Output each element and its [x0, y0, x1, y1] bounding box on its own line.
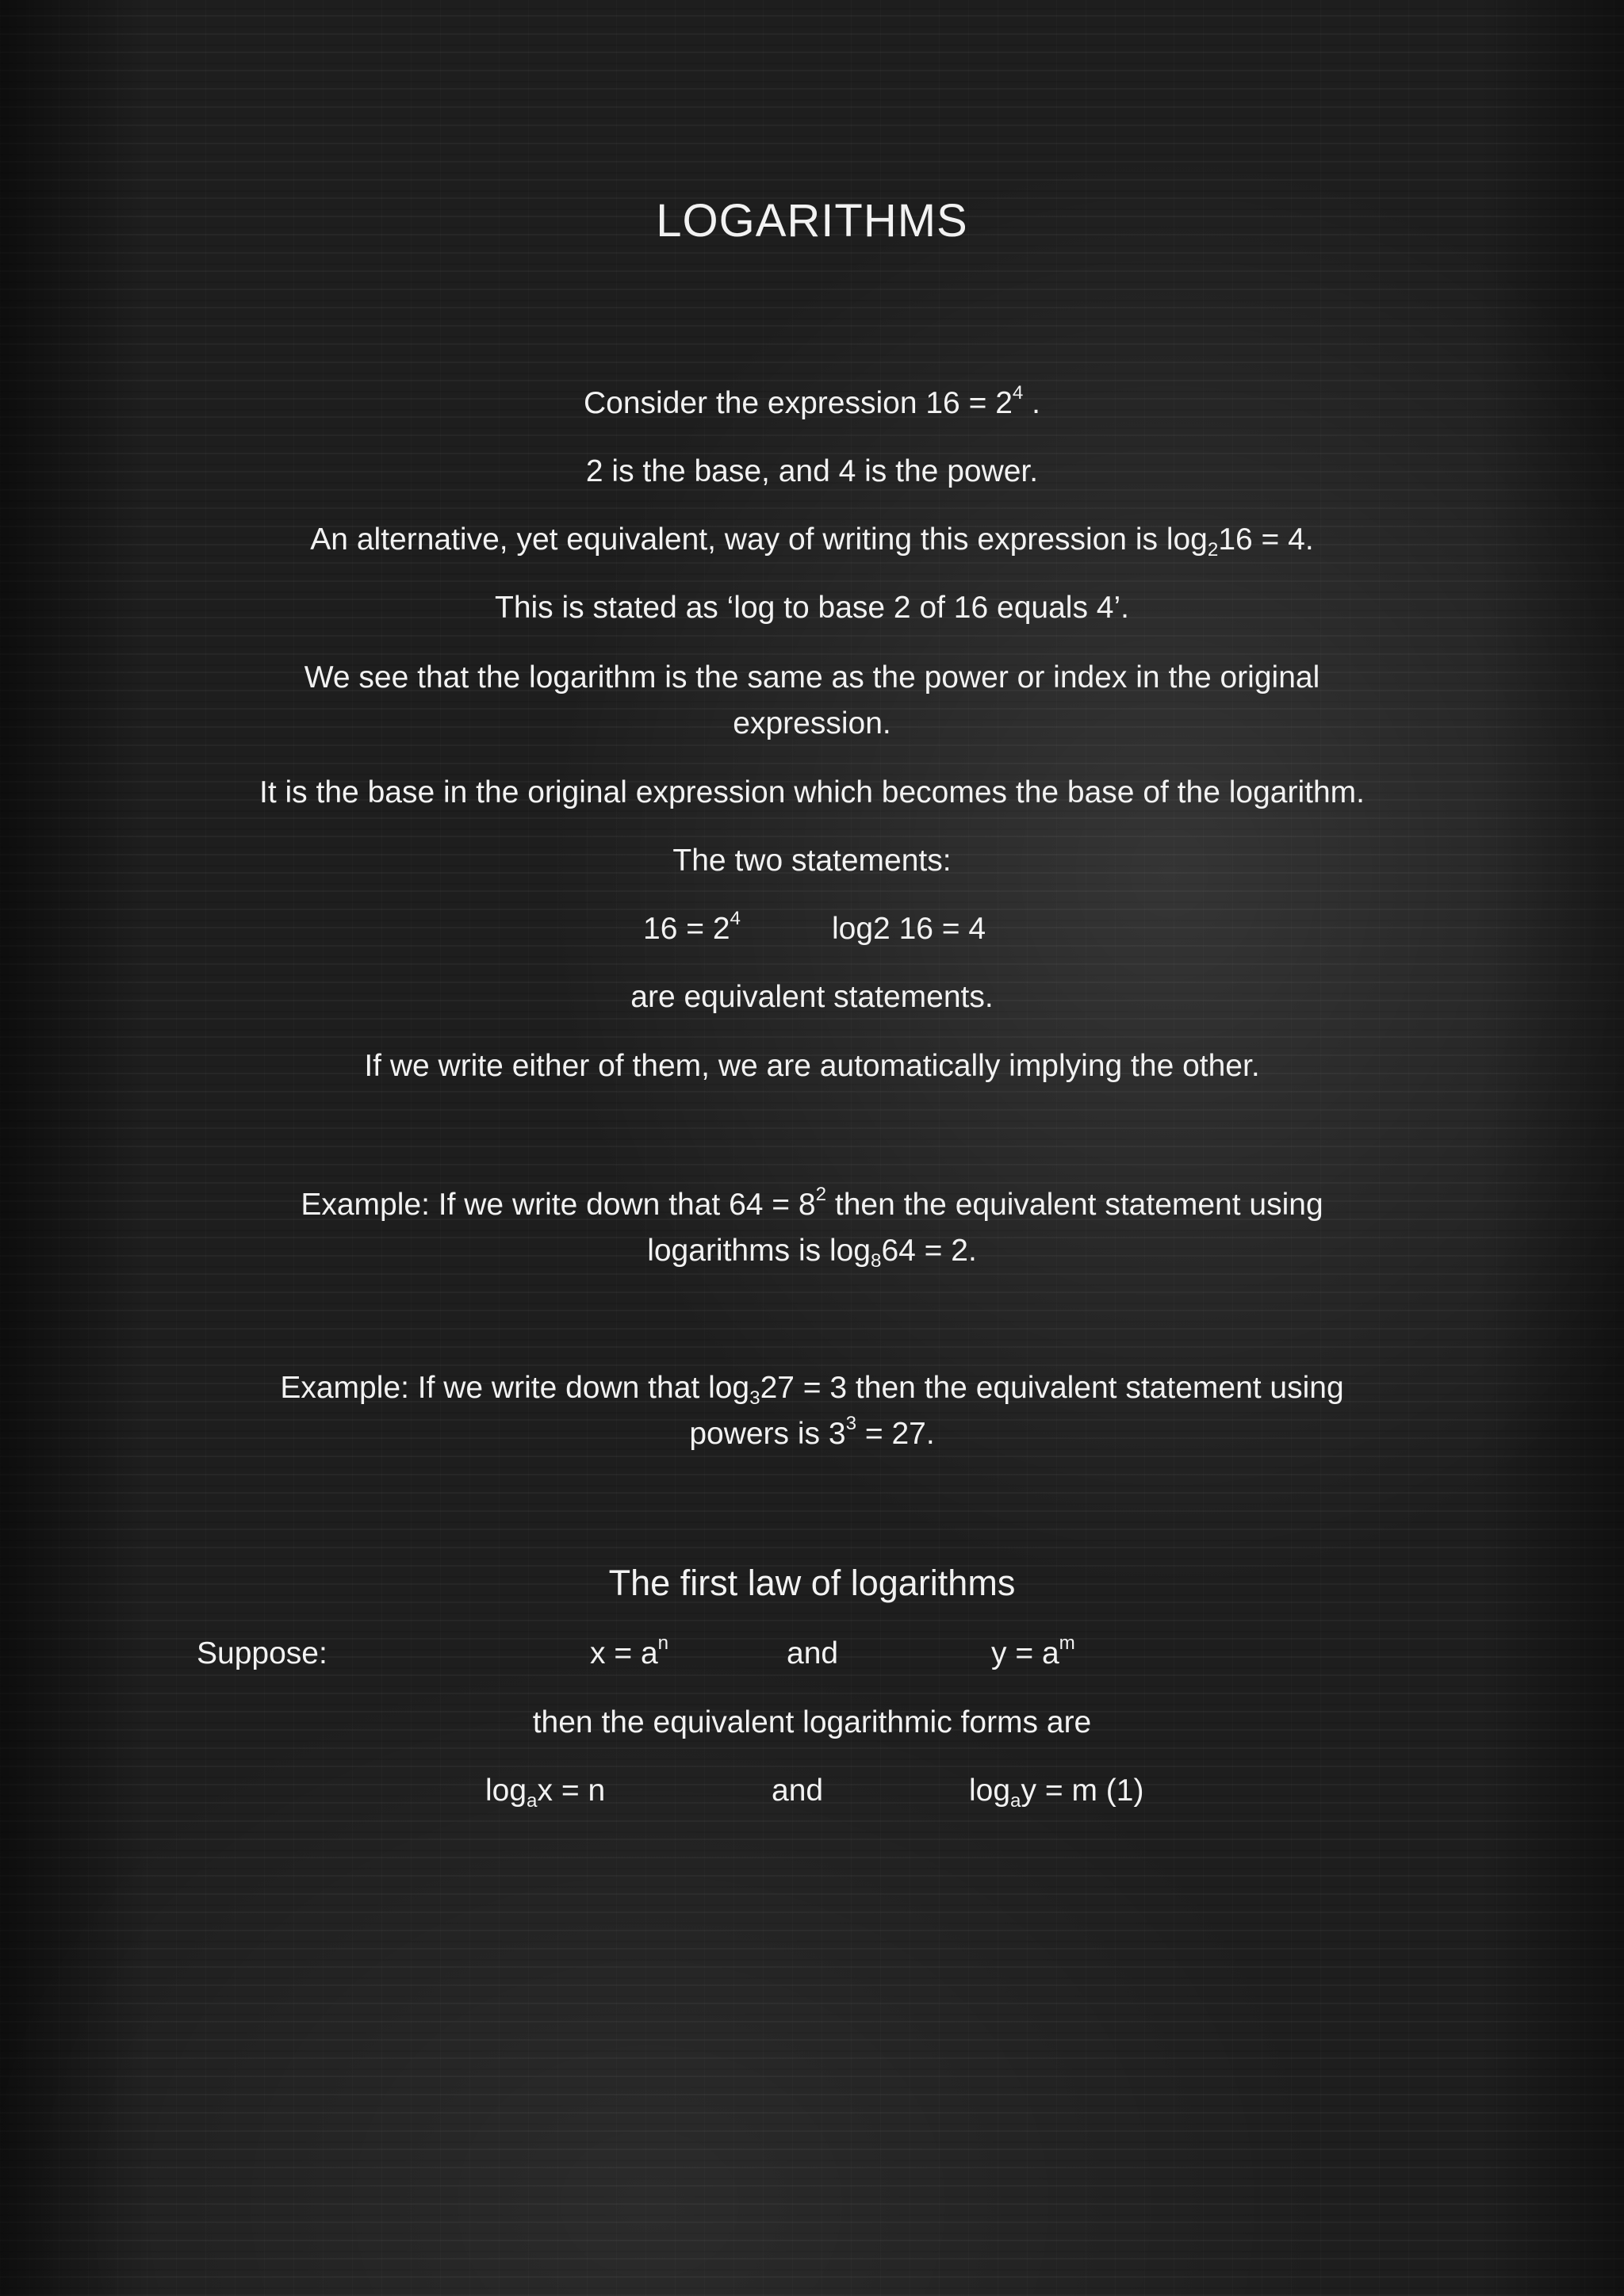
implying-line: If we write either of them, we are automatically implying the other.: [364, 1049, 1260, 1083]
exponent: 4: [730, 907, 741, 929]
example-1-line-2: logarithms is $\log_864 = 2$.: [647, 1234, 977, 1272]
exponent: 3: [845, 1412, 857, 1434]
see-line-1: We see that the logarithm is the same as the power or index in the original: [304, 660, 1320, 695]
first-law-heading: The first law of logarithms: [608, 1563, 1016, 1603]
alternative-line: An alternative, yet equivalent, way of writing this expression is $\log_216 = 4$.: [310, 522, 1314, 561]
y-definition: $y = a^m$: [991, 1632, 1075, 1670]
base-line: It is the base in the original expression which becomes the base of the logarithm.: [259, 775, 1365, 809]
then-line: then the equivalent logarithmic forms are: [532, 1705, 1092, 1739]
statement-power: $16 = 2^4$: [643, 907, 741, 946]
stated-line: This is stated as ‘log to base 2 of 16 equals 4’.: [495, 591, 1129, 625]
and-word-2: and: [772, 1774, 824, 1808]
statement-log: log2 16 = 4: [832, 912, 986, 946]
two-statements-line: The two statements:: [672, 844, 952, 878]
exponent: 4: [1012, 381, 1024, 404]
log-base: a: [1010, 1790, 1021, 1812]
equivalent-line: are equivalent statements.: [630, 980, 994, 1014]
log-x-form: $\log_ax = n$: [485, 1774, 606, 1812]
log-base: 8: [870, 1250, 882, 1272]
example-2-line-1: Example: If we write down that $\log_327 = 3$ then the equivalent statement using: [280, 1371, 1344, 1410]
see-line-2: expression.: [733, 706, 891, 740]
example-1-line-1: Example: If we write down that $64 = 8^2$ then the equivalent statement using: [301, 1183, 1323, 1222]
x-definition: $x = a^n$: [590, 1632, 669, 1670]
page-title: LOGARITHMS: [656, 195, 968, 247]
suppose-label: Suppose:: [197, 1636, 327, 1670]
and-word-1: and: [787, 1636, 839, 1670]
exponent: n: [657, 1632, 669, 1654]
consider-line: Consider the expression $16 = 2^4$ .: [583, 381, 1041, 420]
base-power-line: 2 is the base, and 4 is the power.: [585, 454, 1039, 488]
exponent: 2: [815, 1183, 827, 1205]
exponent: m: [1059, 1632, 1075, 1654]
log-base: 2: [1207, 539, 1219, 561]
log-base: a: [527, 1790, 538, 1812]
log-y-form: $\log_ay = m$ (1): [969, 1774, 1144, 1812]
log-base: 3: [749, 1387, 760, 1410]
example-2-line-2: powers is $3^3 = 27$.: [689, 1412, 935, 1451]
